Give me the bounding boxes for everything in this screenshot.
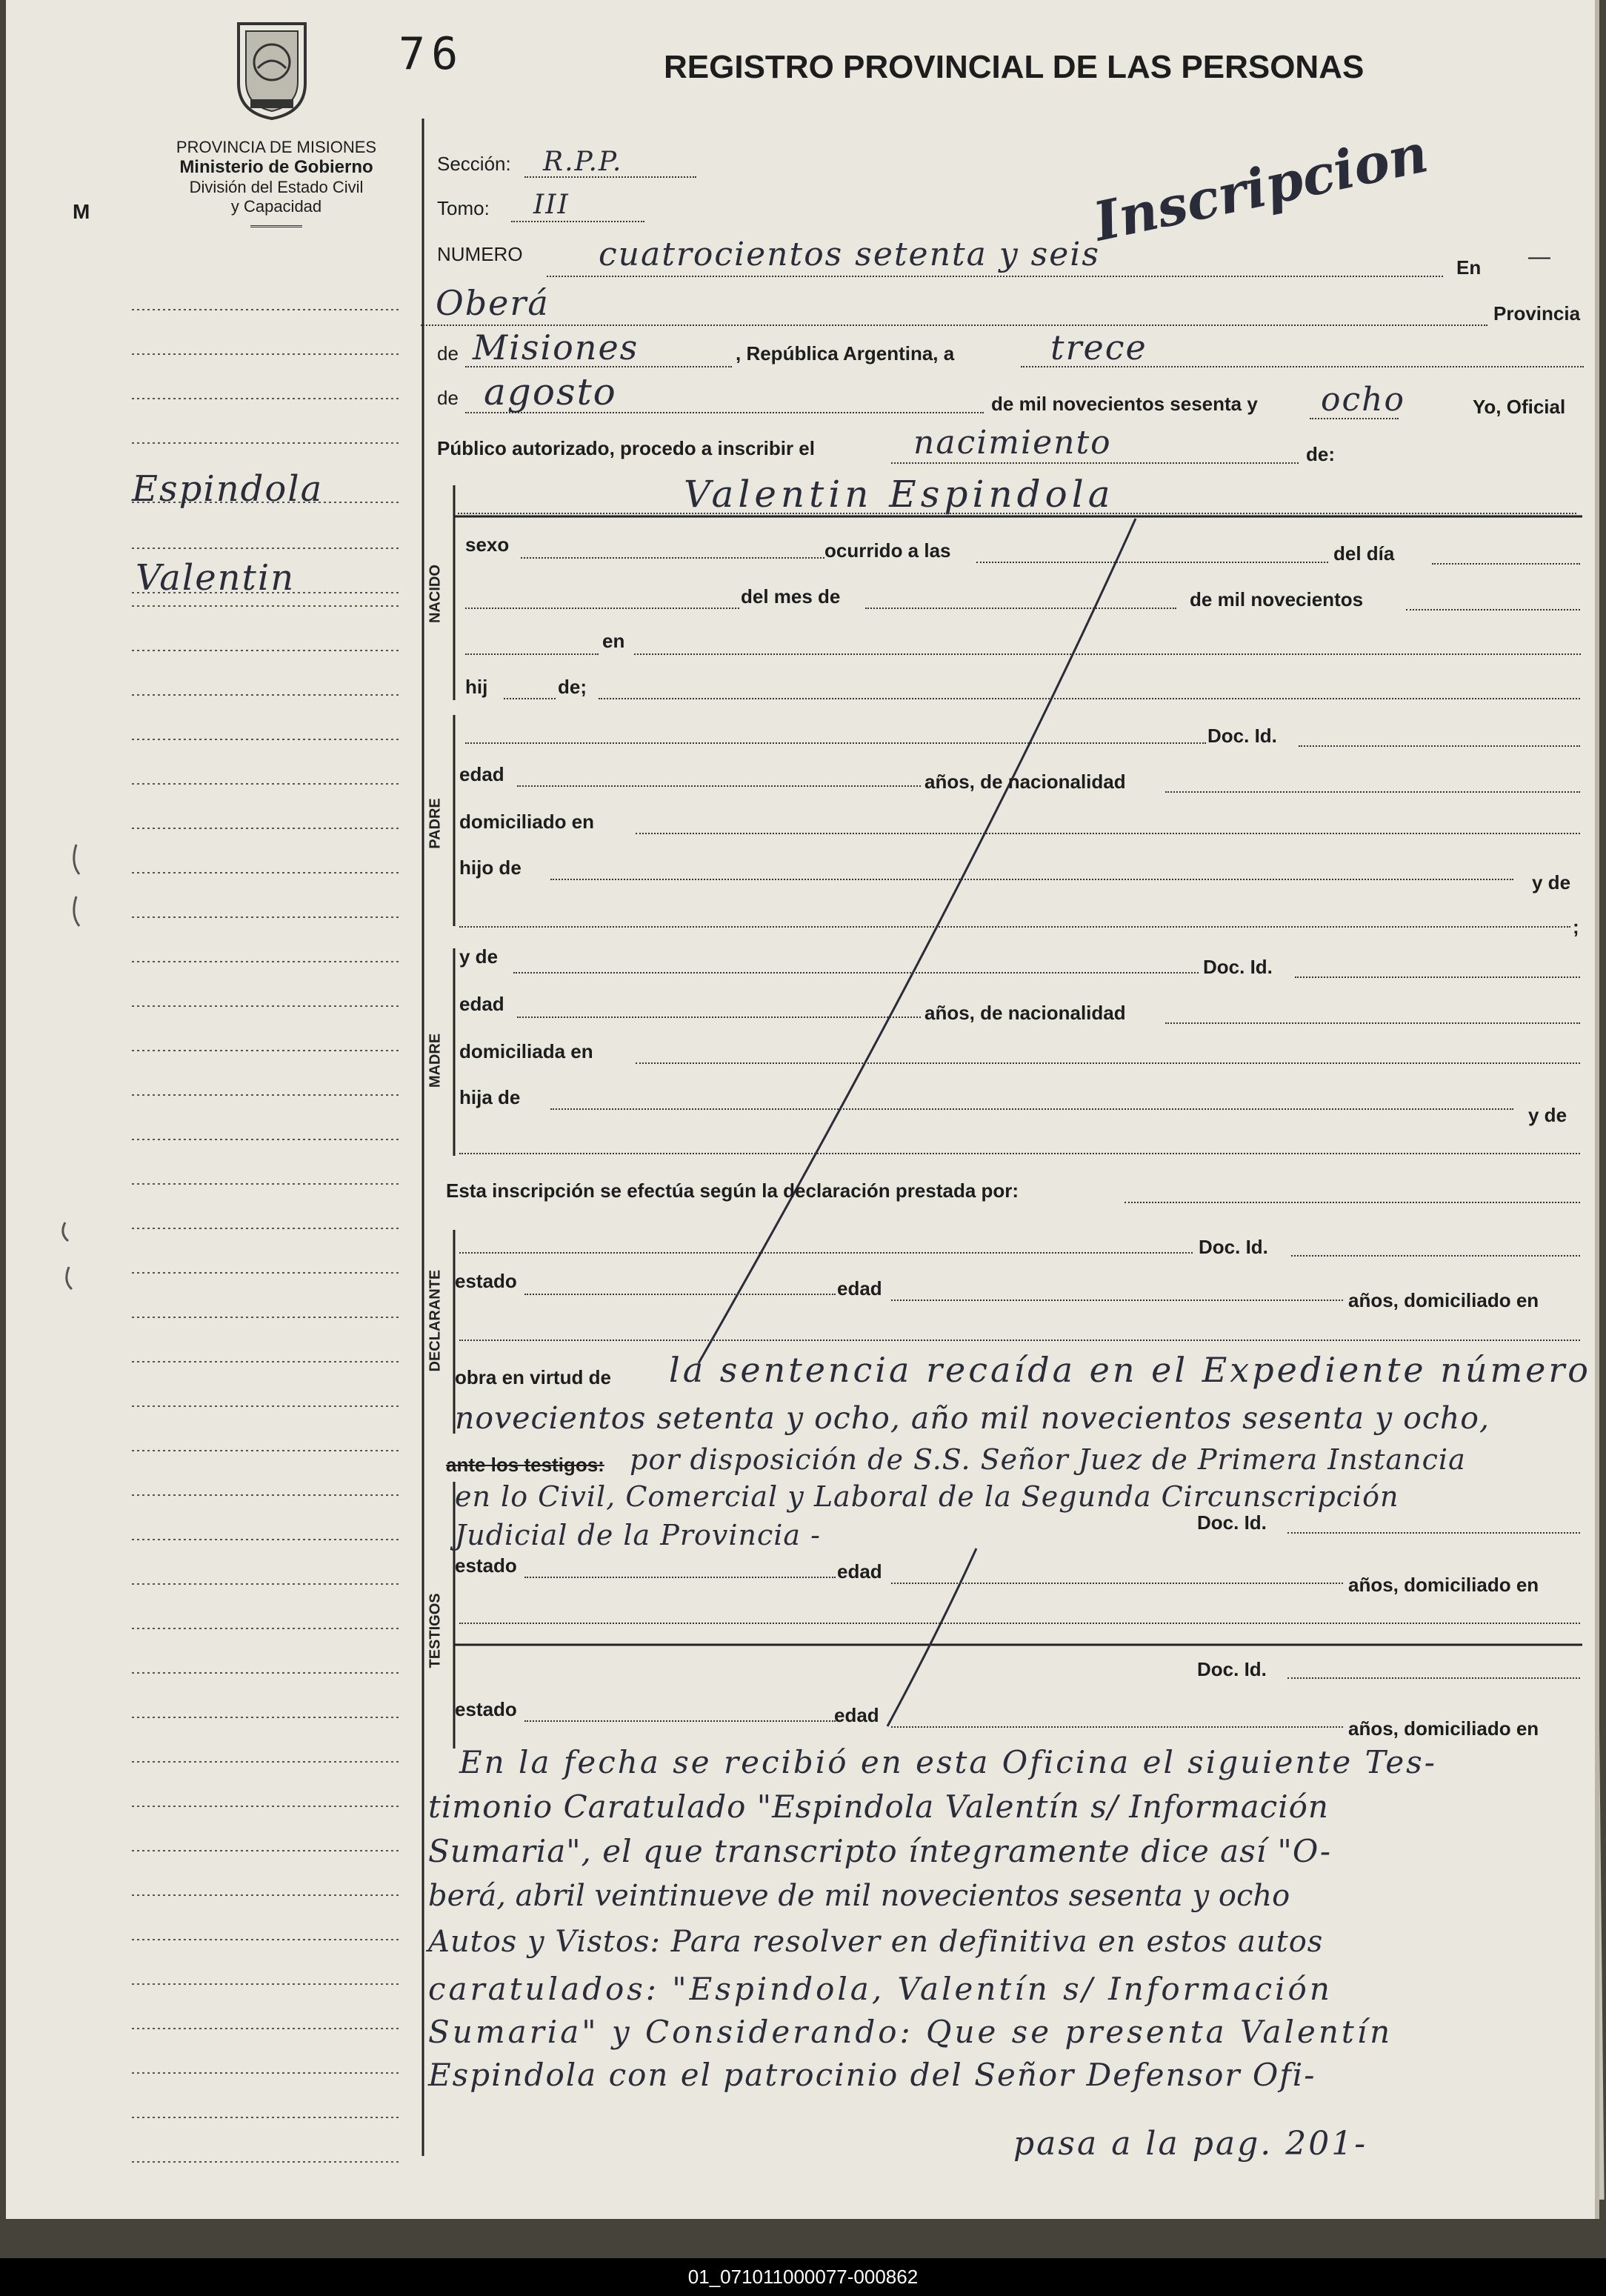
- page-number: 76: [399, 28, 464, 80]
- year-value: ocho: [1321, 381, 1405, 419]
- declarante-doc-id: Doc. Id.: [1199, 1236, 1268, 1258]
- note-line-3: Sumaria", el que transcripto íntegramente dice así "O-: [428, 1833, 1332, 1869]
- testigos-estado-2: estado: [455, 1698, 517, 1720]
- nacido-mil-nov: de mil novecientos: [1190, 588, 1364, 610]
- testigos-anos-dom-1: años, domiciliado en: [1348, 1574, 1539, 1596]
- note-line-1: En la fecha se recibió en esta Oficina el siguiente Tes-: [459, 1744, 1437, 1780]
- en-value: —: [1528, 244, 1550, 269]
- madre-y-de: y de: [459, 945, 499, 968]
- margin-given-name: Valentin: [136, 557, 296, 599]
- nacido-hij: hij: [465, 676, 488, 698]
- declarante-estado: estado: [455, 1270, 517, 1292]
- madre-label: MADRE: [427, 1033, 444, 1088]
- obra-label: obra en virtud de: [455, 1366, 611, 1388]
- day-value: trece: [1050, 327, 1147, 367]
- official-signature: Inscripcion: [1088, 121, 1433, 253]
- yo-label: Yo, Oficial: [1473, 396, 1566, 418]
- padre-y-de: y de: [1532, 871, 1571, 894]
- note-line-8: Espindola con el patrocinio del Señor Defensor Ofi-: [428, 2057, 1316, 2093]
- nacido-sexo: sexo: [465, 533, 510, 556]
- issuer-province: PROVINCIA DE MISIONES: [176, 138, 377, 156]
- note-line-2: timonio Caratulado "Espindola Valentín s/ Información: [428, 1788, 1329, 1825]
- nacido-ocurrido: ocurrido a las: [824, 539, 951, 562]
- madre-domiciliada: domiciliada en: [459, 1040, 593, 1062]
- ante-text: por disposición de S.S. Señor Juez de Primera Instancia: [630, 1443, 1466, 1476]
- madre-anos-nac: años, de nacionalidad: [924, 1002, 1126, 1024]
- province-value: Misiones: [473, 327, 639, 367]
- testigos-edad-2: edad: [834, 1704, 879, 1726]
- issuer-ministry: Ministerio de Gobierno: [179, 157, 373, 177]
- testigos-anos-dom-2: años, domiciliado en: [1348, 1717, 1539, 1740]
- testigos-label: TESTIGOS: [427, 1593, 444, 1668]
- padre-semicolon: ;: [1573, 916, 1579, 938]
- provincia-label: Provincia: [1493, 302, 1581, 325]
- note-line-6: caratulados: "Espindola, Valentín s/ Información: [428, 1971, 1333, 2007]
- padre-edad: edad: [459, 763, 504, 785]
- issuer-division: División del Estado Civil: [189, 178, 364, 196]
- testigos-edad-1: edad: [837, 1560, 882, 1583]
- publico-label: Público autorizado, procedo a inscribir el: [437, 437, 815, 459]
- republica-label: , República Argentina, a: [736, 342, 955, 365]
- padre-hijo-de: hijo de: [459, 856, 522, 879]
- madre-edad: edad: [459, 993, 504, 1015]
- nacido-de: de;: [558, 676, 587, 698]
- nacido-del-mes: del mes de: [741, 585, 841, 608]
- padre-doc-id: Doc. Id.: [1207, 725, 1277, 747]
- declarante-edad: edad: [837, 1277, 882, 1300]
- acta-type: nacimiento: [913, 424, 1112, 462]
- tomo-value: III: [533, 190, 570, 220]
- madre-y-de2: y de: [1528, 1104, 1567, 1126]
- nacido-del-dia: del día: [1333, 542, 1395, 565]
- seccion-label: Sección:: [437, 153, 511, 175]
- note-line-4: berá, abril veintinueve de mil novecientos sesenta y ocho: [428, 1879, 1290, 1913]
- padre-anos-nac: años, de nacionalidad: [924, 771, 1126, 793]
- place-value: Oberá: [436, 283, 550, 323]
- declarante-anos-dom: años, domiciliado en: [1348, 1289, 1539, 1311]
- obra-line2: novecientos setenta y ocho, año mil novecientos sesenta y ocho,: [455, 1400, 1490, 1436]
- register-title: REGISTRO PROVINCIAL DE LAS PERSONAS: [664, 49, 1365, 85]
- issuer-capacity: y Capacidad: [230, 197, 322, 216]
- ante-label: ante los testigos:: [446, 1454, 604, 1476]
- obra-line5: Judicial de la Provincia -: [455, 1519, 822, 1551]
- image-id-footer: [0, 2258, 1606, 2296]
- issuer-block: [139, 138, 413, 227]
- testigos-estado-1: estado: [455, 1554, 517, 1577]
- image-id: 01_071011000077-000862: [687, 2266, 919, 2288]
- padre-domiciliado: domiciliado en: [459, 811, 595, 833]
- testigos-doc-id-2: Doc. Id.: [1197, 1658, 1267, 1680]
- register-page: [6, 0, 1599, 2219]
- declarante-label: DECLARANTE: [427, 1269, 444, 1372]
- province-seal: [228, 16, 316, 120]
- de2-label: de: [437, 387, 459, 409]
- obra-line4: en lo Civil, Comercial y Laboral de la Segunda Circunscripción: [455, 1480, 1399, 1513]
- note-line-5: Autos y Vistos: Para resolver en definitiva en estos autos: [428, 1925, 1324, 1959]
- tomo-label: Tomo:: [437, 197, 490, 219]
- margin-surname: Espindola: [132, 468, 324, 510]
- madre-doc-id: Doc. Id.: [1203, 956, 1273, 978]
- en-label: En: [1456, 256, 1482, 279]
- numero-value: cuatrocientos setenta y seis: [599, 236, 1100, 273]
- continuation-note: pasa a la pag. 201-: [1013, 2125, 1368, 2163]
- nacido-label: NACIDO: [427, 565, 444, 623]
- de-label: de: [437, 342, 459, 365]
- padre-label: PADRE: [427, 798, 444, 849]
- person-name: Valentin Espindola: [684, 473, 1115, 516]
- mil-label: de mil novecientos sesenta y: [991, 393, 1258, 415]
- edge-letter: M: [73, 200, 90, 223]
- month-value: agosto: [484, 370, 617, 413]
- note-line-7: Sumaria" y Considerando: Que se presenta Valentín: [428, 2014, 1393, 2050]
- testigos-doc-id-1: Doc. Id.: [1197, 1511, 1267, 1534]
- seccion-value: R.P.P.: [543, 147, 623, 177]
- de3-label: de:: [1306, 443, 1335, 465]
- declarante-intro: Esta inscripción se efectúa según la declaración prestada por:: [446, 1179, 1019, 1202]
- madre-hija-de: hija de: [459, 1086, 521, 1108]
- obra-line1: la sentencia recaída en el Expediente número: [669, 1350, 1592, 1390]
- numero-label: NUMERO: [437, 243, 523, 265]
- nacido-en: en: [602, 630, 625, 652]
